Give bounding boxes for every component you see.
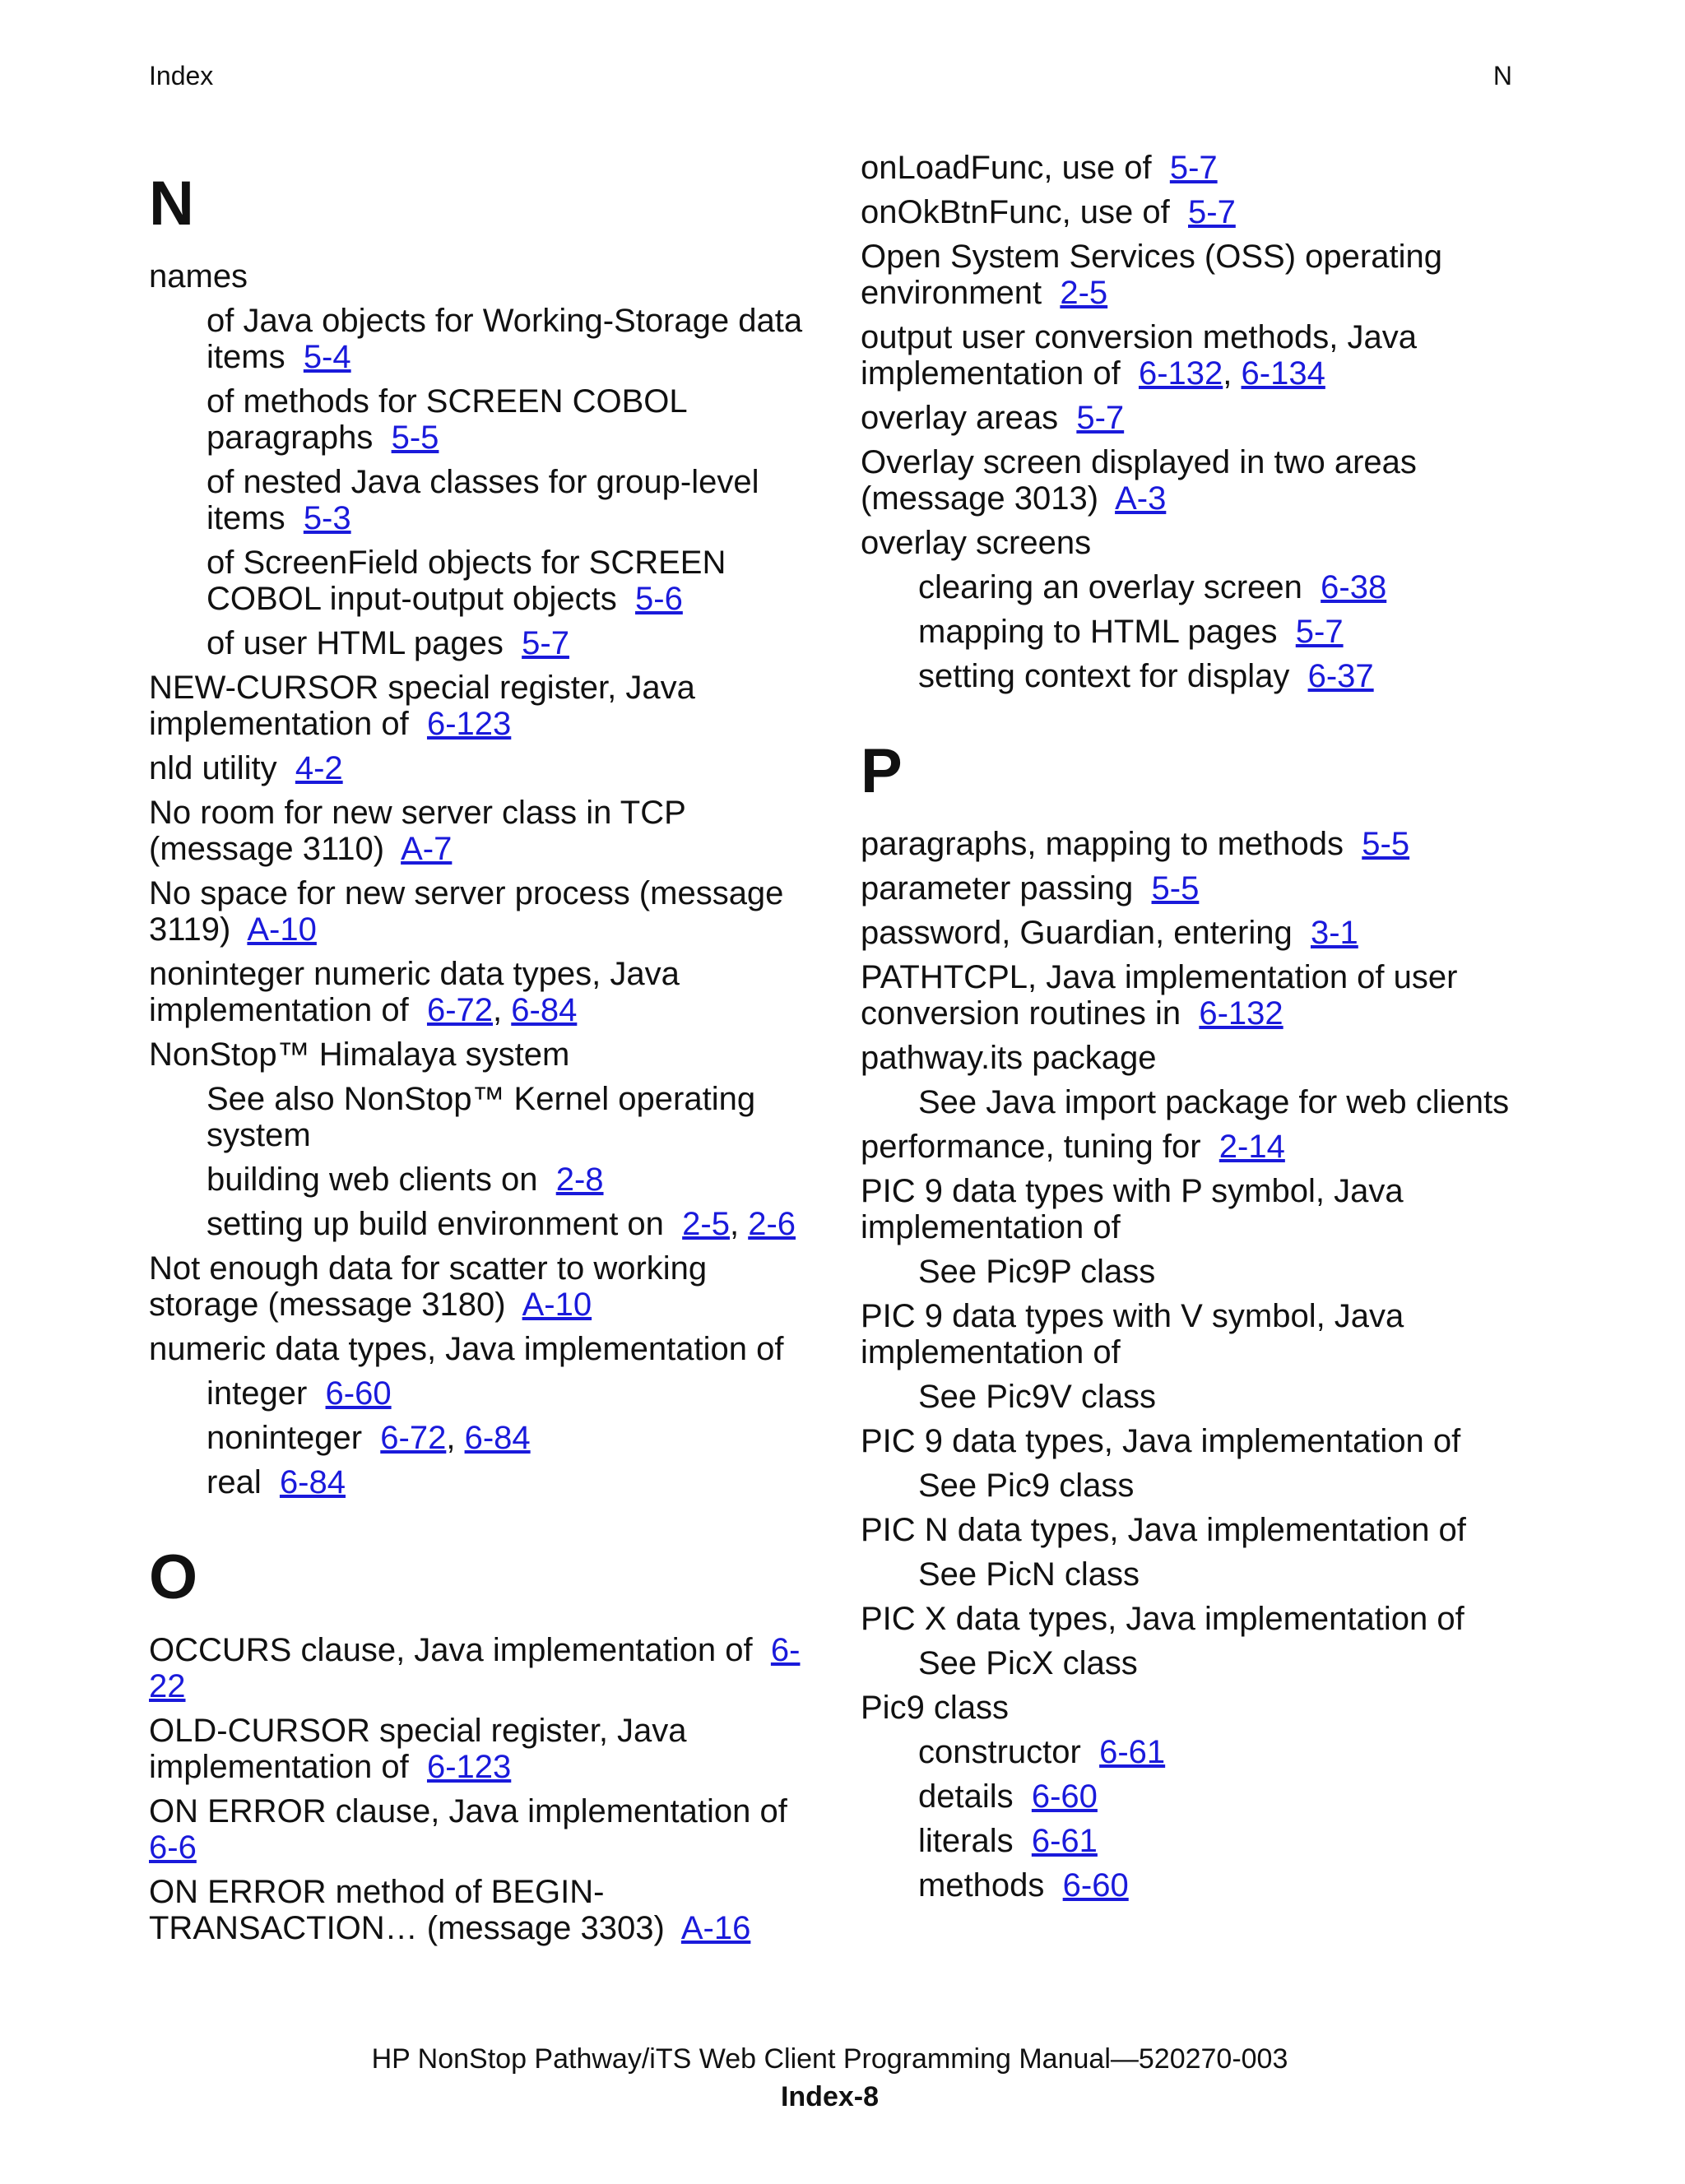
entry-text: of methods for SCREEN COBOL paragraphs xyxy=(207,383,687,456)
page-reference-link[interactable]: 3-1 xyxy=(1310,915,1358,951)
entry-text: ON ERROR method of BEGIN-TRANSACTION… (message 3303) xyxy=(149,1874,665,1946)
entry-text: OCCURS clause, Java implementation of xyxy=(149,1632,753,1668)
index-subentry xyxy=(861,1468,1535,1504)
index-subentry xyxy=(861,569,1535,605)
entry-text: literals xyxy=(918,1823,1014,1859)
entry-text: See Pic9P class xyxy=(918,1254,1156,1290)
page-reference-link[interactable]: 6-84 xyxy=(279,1464,346,1500)
page-reference-link[interactable]: 6-134 xyxy=(1241,355,1325,392)
index-entry xyxy=(149,750,824,786)
page-reference-link[interactable]: 5-5 xyxy=(1151,870,1200,907)
entry-text: real xyxy=(207,1464,262,1500)
entry-text: OLD-CURSOR special register, Java implementation of xyxy=(149,1713,687,1785)
page-reference-link[interactable]: 6-38 xyxy=(1321,569,1387,605)
entry-text: See PicX class xyxy=(918,1645,1138,1681)
index-entry xyxy=(861,444,1535,517)
entry-text: See PicN class xyxy=(918,1556,1140,1593)
entry-text: NonStop™ Himalaya system xyxy=(149,1036,570,1073)
index-section xyxy=(861,150,1535,694)
entry-text: of nested Java classes for group-level items xyxy=(207,464,759,536)
index-subentry xyxy=(149,545,824,617)
index-entry xyxy=(149,1331,824,1367)
page-reference-link[interactable]: 6-61 xyxy=(1031,1823,1098,1859)
page-reference-link[interactable]: 6-132 xyxy=(1199,995,1283,1032)
entry-text: noninteger numeric data types, Java implementation of xyxy=(149,956,680,1028)
entry-text: No room for new server class in TCP (message 3110) xyxy=(149,795,686,867)
running-header-title: Index xyxy=(149,61,214,90)
index-subentry xyxy=(861,1254,1535,1290)
page-reference-link[interactable]: 5-7 xyxy=(1188,194,1236,230)
index-subentry xyxy=(149,1081,824,1153)
page-reference-link[interactable]: 5-5 xyxy=(391,420,439,456)
page-reference-link[interactable]: 2-6 xyxy=(748,1206,796,1242)
index-subentry xyxy=(149,1162,824,1198)
index-subentry xyxy=(861,1084,1535,1120)
entry-text: numeric data types, Java implementation of xyxy=(149,1331,784,1367)
index-subentry: noninteger 6-72, 6-84 xyxy=(207,1420,531,1456)
footer-page-number: Index-8 xyxy=(780,2081,880,2112)
index-entry xyxy=(149,1036,824,1073)
index-entry xyxy=(861,1423,1535,1459)
entry-text: clearing an overlay screen xyxy=(918,569,1302,605)
index-entry xyxy=(149,670,824,742)
index-entry xyxy=(149,1250,824,1323)
page-reference-link[interactable]: 5-5 xyxy=(1362,826,1410,862)
section-letter: N xyxy=(149,169,194,239)
index-column-left xyxy=(149,161,824,1954)
entry-text: PIC 9 data types, Java implementation of xyxy=(861,1423,1461,1459)
entry-text: of ScreenField objects for SCREEN COBOL input-output objects xyxy=(207,545,726,617)
index-entry xyxy=(149,1713,824,1785)
entry-text: building web clients on xyxy=(207,1162,538,1198)
page-reference-link[interactable]: 5-7 xyxy=(1076,400,1125,436)
entry-text: PIC 9 data types with P symbol, Java implementation of xyxy=(861,1173,1404,1245)
index-entry xyxy=(861,1298,1535,1370)
entry-text: names xyxy=(149,258,248,294)
entry-text: mapping to HTML pages xyxy=(918,614,1278,650)
index-subentry xyxy=(861,658,1535,694)
index-subentry: setting up build environment on 2-5, 2-6 xyxy=(207,1206,796,1242)
entry-text: methods xyxy=(918,1867,1045,1903)
index-subentry xyxy=(149,625,824,661)
index-entry xyxy=(861,915,1535,951)
section-letter: O xyxy=(149,1542,198,1612)
index-entry xyxy=(861,525,1535,561)
entry-text: noninteger xyxy=(207,1420,363,1456)
page-reference-link[interactable]: 5-6 xyxy=(635,581,683,617)
index-entry xyxy=(149,1632,824,1704)
entry-text: ON ERROR clause, Java implementation of xyxy=(149,1793,787,1829)
index-subentry xyxy=(149,464,824,536)
index-entry xyxy=(861,1129,1535,1165)
page-reference-link[interactable]: 6-84 xyxy=(511,992,578,1028)
index-subentry xyxy=(861,614,1535,650)
index-subentry xyxy=(149,383,824,456)
entry-text: overlay screens xyxy=(861,525,1092,561)
page-reference-link[interactable]: A-3 xyxy=(1115,480,1167,517)
entry-text: PATHTCPL, Java implementation of user conversion routines in xyxy=(861,959,1458,1032)
entry-text: nld utility xyxy=(149,750,277,786)
index-entry xyxy=(861,1173,1535,1245)
index-entry xyxy=(149,1874,824,1946)
page-reference-link[interactable]: 5-4 xyxy=(303,339,351,375)
index-section xyxy=(861,736,1535,1903)
index-entry xyxy=(861,1690,1535,1726)
index-entry: noninteger numeric data types, Java implementation of 6-72, 6-84 xyxy=(149,956,680,1028)
page-reference-link[interactable]: A-7 xyxy=(401,831,453,867)
index-subentry xyxy=(149,303,824,375)
index-entry xyxy=(861,194,1535,230)
entry-text: paragraphs, mapping to methods xyxy=(861,826,1344,862)
entry-text: Open System Services (OSS) operating environment xyxy=(861,239,1442,311)
index-entry xyxy=(861,870,1535,907)
index-entry xyxy=(861,239,1535,311)
index-entry xyxy=(149,875,824,948)
index-entry xyxy=(861,400,1535,436)
index-subentry xyxy=(861,1645,1535,1681)
footer-manual-title: HP NonStop Pathway/iTS Web Client Programming Manual—520270-003 xyxy=(371,2043,1288,2075)
index-entry xyxy=(861,1512,1535,1548)
entry-text: Overlay screen displayed in two areas (message 3013) xyxy=(861,444,1417,517)
page-reference-link[interactable]: 6-6 xyxy=(149,1829,197,1866)
entry-text: See also NonStop™ Kernel operating system xyxy=(207,1081,756,1153)
index-entry xyxy=(149,795,824,867)
page-reference-link[interactable]: A-10 xyxy=(522,1287,592,1323)
entry-text: overlay areas xyxy=(861,400,1059,436)
running-header-letter: N xyxy=(1492,61,1512,90)
entry-text: PIC N data types, Java implementation of xyxy=(861,1512,1466,1548)
index-entry xyxy=(861,1040,1535,1076)
entry-text: parameter passing xyxy=(861,870,1134,907)
index-subentry xyxy=(861,1734,1535,1770)
page-reference-link[interactable]: 6-60 xyxy=(1031,1778,1098,1815)
page-reference-link[interactable]: 2-14 xyxy=(1218,1129,1285,1165)
page-reference-link[interactable]: A-10 xyxy=(247,911,317,948)
page-reference-link[interactable]: 5-7 xyxy=(1295,614,1344,650)
index-section xyxy=(149,169,824,1500)
index-subentry xyxy=(861,1778,1535,1815)
entry-text: See Pic9V class xyxy=(918,1379,1157,1415)
index-entry xyxy=(149,1793,824,1866)
entry-text: pathway.its package xyxy=(861,1040,1157,1076)
entry-text: output user conversion methods, Java implementation of xyxy=(861,319,1417,392)
page-reference-link[interactable]: 6-72 xyxy=(426,992,494,1028)
page-reference-link[interactable]: 6-60 xyxy=(325,1375,392,1412)
index-subentry xyxy=(861,1556,1535,1593)
entry-text: onLoadFunc, use of xyxy=(861,150,1152,186)
index-entry xyxy=(861,1601,1535,1637)
entry-text: See Pic9 class xyxy=(918,1468,1135,1504)
entry-text: NEW-CURSOR special register, Java implementation of xyxy=(149,670,695,742)
entry-text: setting context for display xyxy=(918,658,1290,694)
index-entry: output user conversion methods, Java implementation of 6-132, 6-134 xyxy=(861,319,1417,392)
index-subentry xyxy=(861,1379,1535,1415)
entry-text: setting up build environment on xyxy=(207,1206,664,1242)
page-reference-link[interactable]: 5-3 xyxy=(303,500,351,536)
index-entry xyxy=(861,959,1535,1032)
section-letter: P xyxy=(861,736,903,806)
entry-text: Pic9 class xyxy=(861,1690,1010,1726)
page-reference-link[interactable]: 6-61 xyxy=(1099,1734,1166,1770)
page-reference-link[interactable]: 2-5 xyxy=(1060,275,1108,311)
entry-text: onOkBtnFunc, use of xyxy=(861,194,1170,230)
entry-text: PIC X data types, Java implementation of xyxy=(861,1601,1465,1637)
page-reference-link[interactable]: 2-5 xyxy=(682,1206,730,1242)
index-section xyxy=(149,1542,824,1946)
page-reference-link[interactable]: 5-7 xyxy=(1169,150,1218,186)
page-reference-link[interactable]: 6-84 xyxy=(464,1420,531,1456)
entry-text: details xyxy=(918,1778,1014,1815)
entry-text: No space for new server process (message 3119) xyxy=(149,875,784,948)
entry-text: of Java objects for Working-Storage data items xyxy=(207,303,803,375)
entry-text: constructor xyxy=(918,1734,1081,1770)
entry-text: performance, tuning for xyxy=(861,1129,1201,1165)
entry-text: of user HTML pages xyxy=(207,625,504,661)
index-column-right xyxy=(861,150,1535,1912)
page-reference-link[interactable]: 6-123 xyxy=(426,1749,512,1785)
page-reference-link[interactable]: 6-72 xyxy=(380,1420,447,1456)
index-subentry xyxy=(861,1867,1535,1903)
index-entry xyxy=(861,150,1535,186)
page-reference-link[interactable]: 6-22 xyxy=(149,1632,801,1704)
index-subentry xyxy=(149,1375,824,1412)
page-reference-link[interactable]: 6-132 xyxy=(1138,355,1223,392)
index-subentry xyxy=(861,1823,1535,1859)
page-reference-link[interactable]: 4-2 xyxy=(295,750,343,786)
page-reference-link[interactable]: A-16 xyxy=(680,1910,751,1946)
index-entry xyxy=(861,826,1535,862)
index-entry xyxy=(149,258,824,294)
entry-text: password, Guardian, entering xyxy=(861,915,1293,951)
page-reference-link[interactable]: 6-123 xyxy=(426,706,512,742)
page-reference-link[interactable]: 2-8 xyxy=(555,1162,604,1198)
page-reference-link[interactable]: 6-60 xyxy=(1062,1867,1129,1903)
page-reference-link[interactable]: 5-7 xyxy=(522,625,569,661)
page-reference-link[interactable]: 6-37 xyxy=(1307,658,1374,694)
entry-text: Not enough data for scatter to working storage (message 3180) xyxy=(149,1250,708,1323)
entry-text: See Java import package for web clients xyxy=(918,1084,1510,1120)
entry-text: integer xyxy=(207,1375,308,1412)
entry-text: PIC 9 data types with V symbol, Java implementation of xyxy=(861,1298,1404,1370)
index-subentry xyxy=(149,1464,824,1500)
